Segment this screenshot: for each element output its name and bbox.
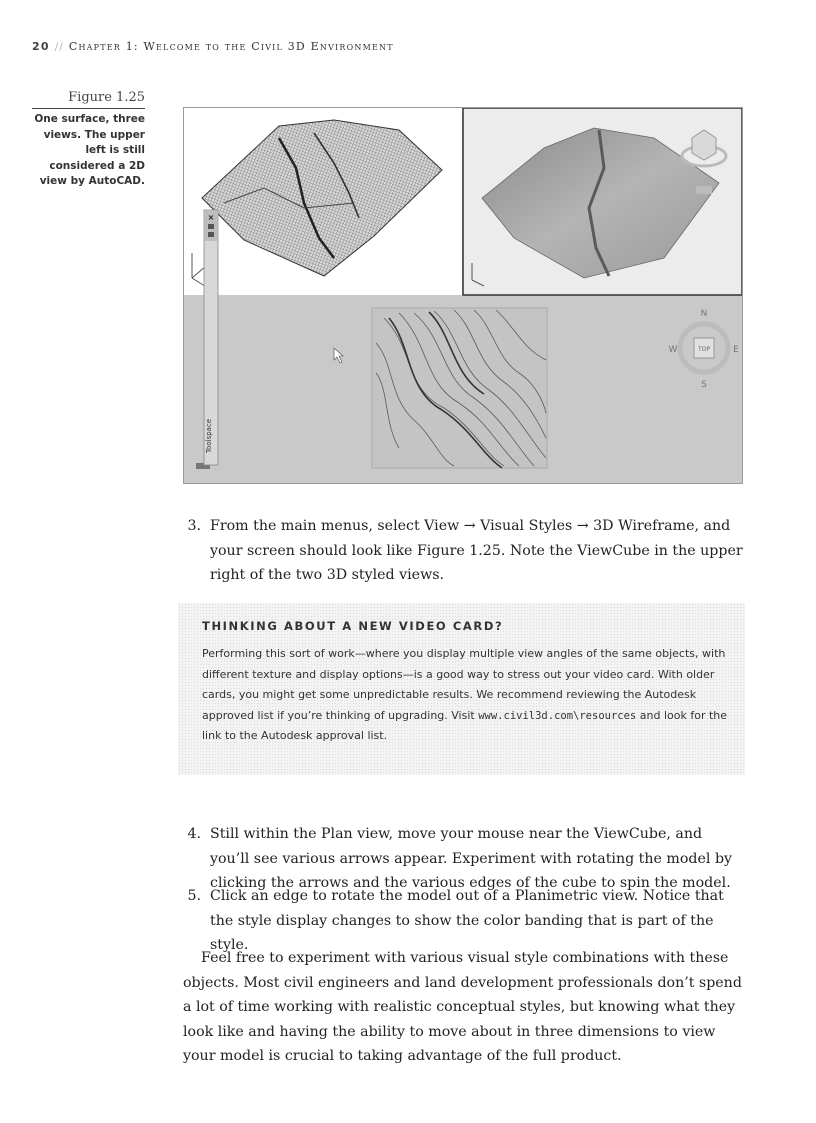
compass-n: N: [700, 309, 708, 319]
compass-e: E: [733, 345, 739, 355]
step-number: 4.: [187, 826, 201, 842]
figure-caption: One surface, three views. The upper left is still considered a 2D view by AutoCAD.: [34, 113, 145, 187]
viewport-shaded[interactable]: [463, 108, 742, 295]
step-text: Still within the Plan view, move your mouse near the ViewCube, and you’ll see various arrows appear. Experiment with rotating the model by clicking the arrows and the various edges of the cube to spin the model.: [210, 826, 733, 891]
sidebar-url: www.civil3d.com\resources: [478, 709, 637, 722]
running-header: [32, 40, 394, 53]
compass-w: W: [668, 345, 678, 355]
figure-screenshot: [183, 107, 743, 484]
compass-top-label: TOP: [697, 346, 711, 353]
header-separator: //: [54, 42, 64, 53]
body-paragraph: Feel free to experiment with various visual style combinations with these objects. Most civil engineers and land development professionals don’t spend a lot of time working with realistic conceptual styles, but knowing what they look like and having the ability to move about in three dimensions to view your model is crucial to taking advantage of the full product.: [183, 950, 742, 1064]
step-text: From the main menus, select View → Visual Styles → 3D Wireframe, and your screen should look like Figure 1.25. Note the ViewCube in the upper right of the two 3D styled views.: [210, 518, 743, 583]
toolspace-properties-icon[interactable]: [208, 232, 214, 237]
toolspace-close-icon[interactable]: ×: [207, 213, 215, 222]
viewport-plan[interactable]: [184, 296, 742, 483]
toolspace-autohide-icon[interactable]: [208, 224, 214, 229]
step-number: 5.: [187, 888, 201, 904]
compass-s: S: [701, 380, 707, 390]
figure-label: Figure 1.25: [32, 90, 145, 109]
step-3: [183, 514, 743, 588]
viewport-wireframe[interactable]: [184, 108, 462, 295]
sidebar-text-before: Performing this sort of work—where you display multiple view angles of the same objects, with different texture and display options—is a good way to stress out your video card. With older cards, you might get some unpredictable results. We recommend reviewing the Autodesk approved list if you’re thinking of upgrading. Visit: [202, 647, 726, 722]
sidebar-text: [202, 644, 732, 747]
toolspace-label: Toolspace: [205, 418, 213, 453]
step-text: Click an edge to rotate the model out of a Planimetric view. Notice that the style display changes to show the color banding that is part of the style.: [210, 888, 724, 953]
chapter-title: Chapter 1: Welcome to the Civil 3D Environment: [68, 40, 394, 53]
sidebar-box: [178, 603, 745, 775]
sidebar-text-after: and look for the link to the Autodesk approval list.: [202, 708, 728, 743]
sidebar-title: THINKING ABOUT A NEW VIDEO CARD?: [202, 619, 504, 633]
step-number: 3.: [187, 518, 201, 534]
toolspace-palette[interactable]: [204, 210, 218, 465]
page-number: 20: [32, 40, 50, 53]
